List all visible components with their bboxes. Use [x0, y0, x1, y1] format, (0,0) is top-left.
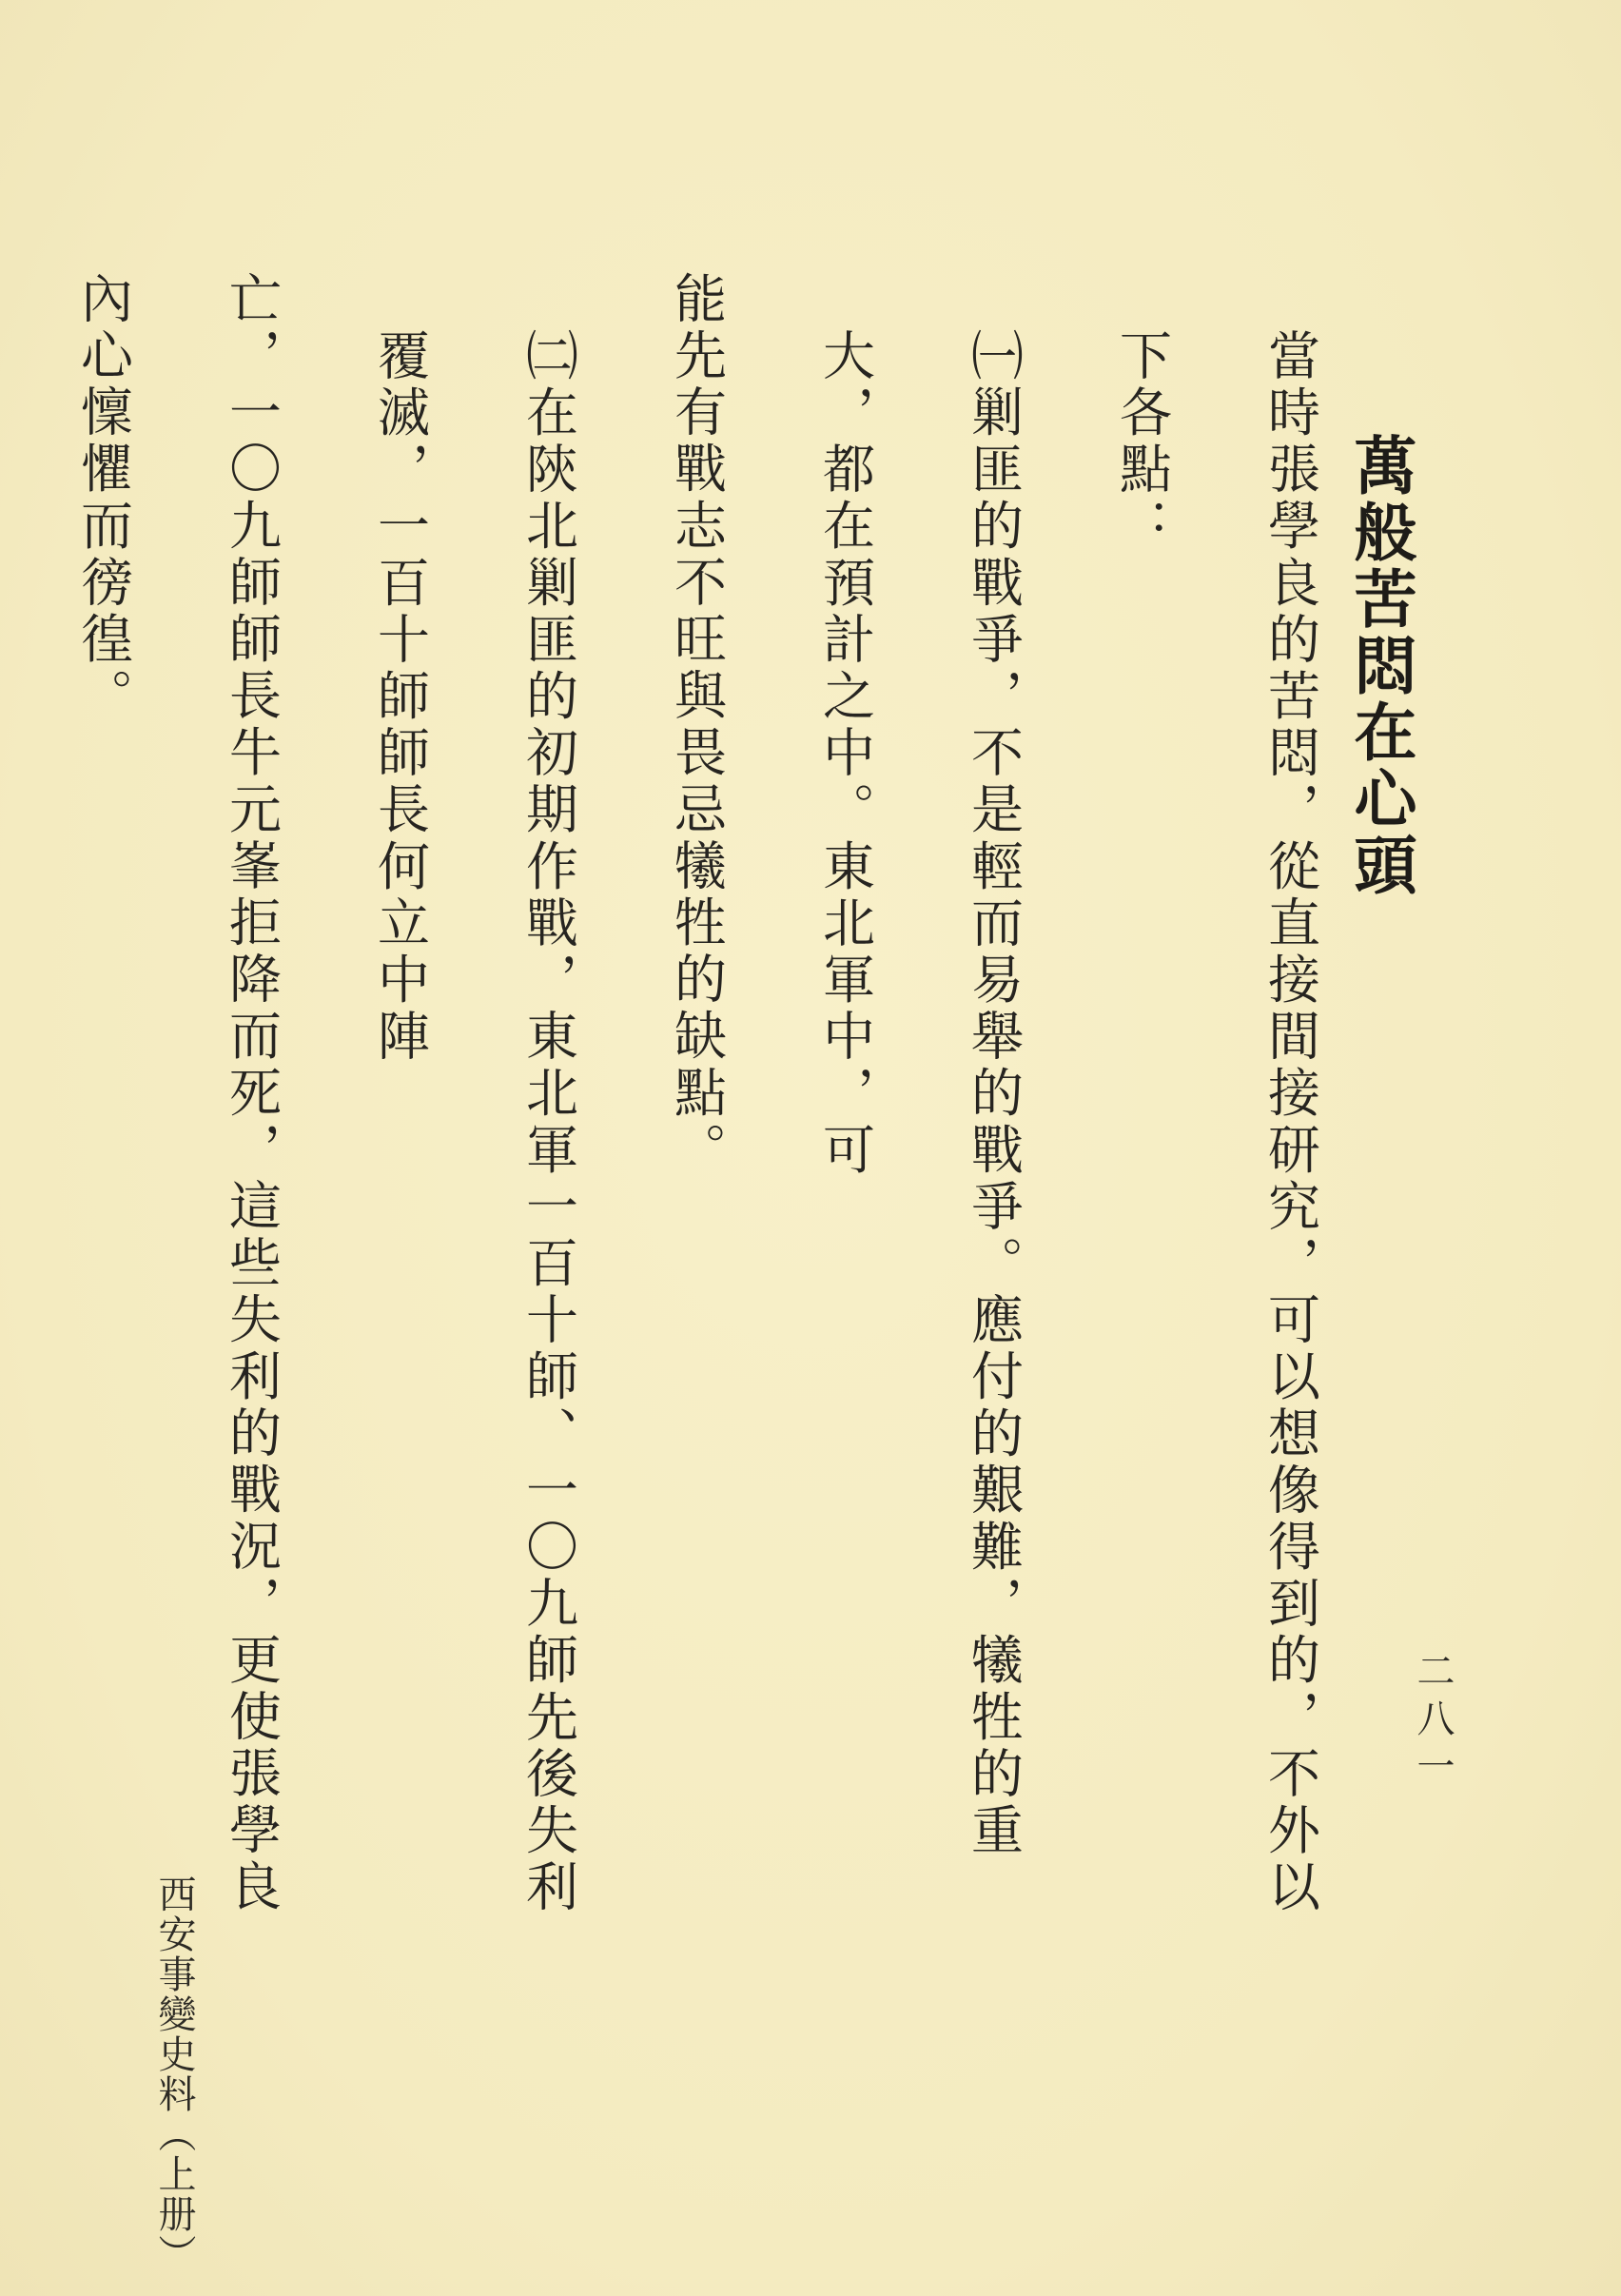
- point-1-continued: 能先有戰志不旺與畏忌犧牲的缺點。: [666, 271, 727, 1179]
- page-number: 二八一: [1411, 1651, 1455, 1794]
- page-title: 萬般苦悶在心頭: [1343, 433, 1417, 899]
- point-1: ㈠剿匪的戰爭，不是輕而易舉的戰爭。應付的艱難，犧牲的重大，都在預計之中。東北軍中，可: [814, 328, 1024, 1860]
- book-title-footer: 西安事變史料（上册）: [152, 1874, 196, 2274]
- point-2-continued: 亡，一〇九師師長牛元峯拒降而死，這些失利的戰況，更使張學良內心懍懼而徬徨。: [72, 271, 282, 1916]
- point-2: ㈡在陝北剿匪的初期作戰，東北軍一百十師、一〇九師先後失利覆滅，一百十師師長何立中陣: [369, 328, 578, 1916]
- paragraph-intro: 當時張學良的苦悶，從直接間接研究，可以想像得到的，不外以下各點：: [1111, 328, 1320, 1916]
- point-3: [0, 271, 29, 1927]
- body-text: [0, 271, 1364, 1927]
